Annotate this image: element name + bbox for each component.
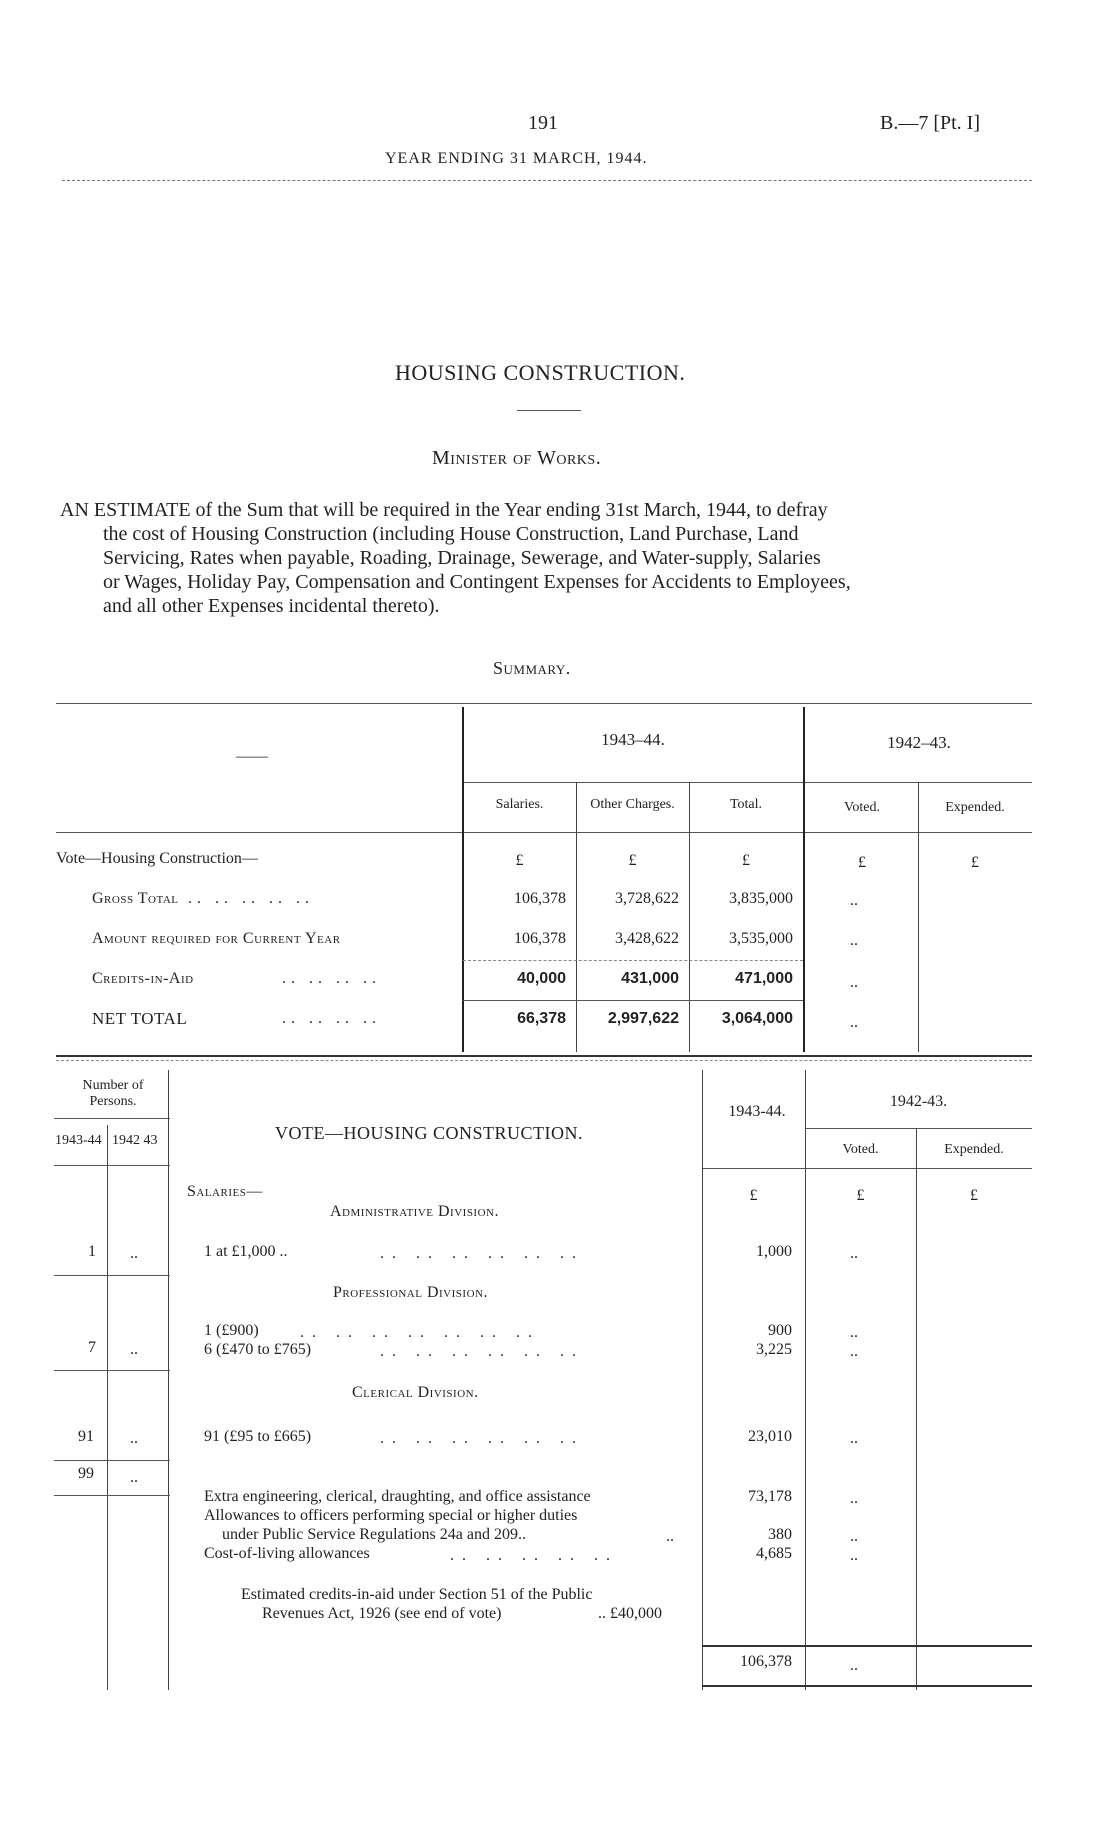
vote-item-leaders: .. .. .. .. .. .. bbox=[380, 1245, 584, 1262]
persons-heading-rule bbox=[54, 1118, 170, 1119]
summary-total-value: 3,535,000 bbox=[729, 930, 793, 947]
pound-sign: £ bbox=[858, 854, 866, 871]
clerical-division-heading: Clerical Division. bbox=[352, 1384, 479, 1401]
persons-row-rule bbox=[54, 1370, 170, 1371]
vote-amount-divider bbox=[916, 1128, 917, 1690]
vote-voted-dots: .. bbox=[850, 1245, 858, 1262]
summary-other-value: 2,997,622 bbox=[607, 1010, 679, 1027]
vote-voted-dots: .. bbox=[850, 1490, 858, 1507]
col-voted: Voted. bbox=[844, 800, 880, 815]
document-reference: B.—7 [Pt. I] bbox=[880, 112, 980, 134]
vote-item-desc: Extra engineering, clerical, draughting, and office assistance bbox=[204, 1488, 591, 1505]
pound-sign: £ bbox=[628, 852, 637, 869]
summary-salaries-value: 106,378 bbox=[514, 930, 566, 947]
summary-row-label: Credits-in-Aid bbox=[92, 970, 194, 987]
prof-division-heading: Professional Division. bbox=[333, 1284, 488, 1301]
summary-row-rule bbox=[463, 1000, 803, 1001]
summary-other-value: 3,728,622 bbox=[615, 890, 679, 907]
summary-voted-value: .. bbox=[850, 892, 858, 909]
vote-item-leaders: .. .. .. .. .. .. bbox=[380, 1430, 584, 1447]
persons-count: 7 bbox=[88, 1339, 96, 1356]
persons-col-prev: 1942 43 bbox=[112, 1133, 158, 1148]
persons-prev-dots: .. bbox=[130, 1469, 138, 1486]
vote-col-expended: Expended. bbox=[944, 1142, 1004, 1157]
vote-amount-divider bbox=[805, 1070, 806, 1690]
estimate-line-5: and all other Expenses incidental thereto). bbox=[103, 595, 440, 617]
persons-prev-dots: .. bbox=[130, 1430, 138, 1447]
persons-divider bbox=[107, 1125, 108, 1690]
summary-header-rule bbox=[56, 832, 1032, 833]
summary-year-current: 1943–44. bbox=[601, 730, 665, 749]
summary-divider bbox=[918, 782, 919, 1052]
persons-prev-dots: .. bbox=[130, 1245, 138, 1262]
vote-year-prev: 1942-43. bbox=[889, 1093, 948, 1110]
credits-note-line: Estimated credits-in-aid under Section 51 of the Public bbox=[241, 1586, 593, 1603]
vote-voted-dots: .. bbox=[850, 1547, 858, 1564]
summary-top-rule bbox=[56, 703, 1032, 704]
vote-item-desc: 1 (£900) bbox=[204, 1322, 259, 1339]
vote-voted-dots: .. bbox=[850, 1528, 858, 1545]
persons-count: 91 bbox=[78, 1428, 94, 1445]
persons-row-rule bbox=[54, 1460, 170, 1461]
vote-item-amount: 4,685 bbox=[756, 1545, 792, 1562]
credits-note-amount: .. £40,000 bbox=[598, 1605, 662, 1622]
vote-label: Vote—Housing Construction— bbox=[56, 850, 258, 867]
summary-total-value: 3,835,000 bbox=[729, 890, 793, 907]
salaries-label: Salaries— bbox=[187, 1183, 263, 1200]
minister-line: Minister of Works. bbox=[432, 447, 602, 469]
vote-total-bottom-rule bbox=[702, 1685, 1032, 1687]
vote-year-current: 1943-44. bbox=[728, 1103, 786, 1120]
summary-row-leaders: .. .. .. .. .. bbox=[188, 890, 314, 907]
vote-voted-dots: .. bbox=[850, 1343, 858, 1360]
credits-note-line: Revenues Act, 1926 (see end of vote) bbox=[262, 1605, 502, 1622]
persons-prev-dots: .. bbox=[130, 1341, 138, 1358]
vote-item-amount: 380 bbox=[768, 1526, 792, 1543]
vote-item-desc: 6 (£470 to £765) bbox=[204, 1341, 312, 1358]
section-title: HOUSING CONSTRUCTION. bbox=[395, 360, 686, 385]
col-salaries: Salaries. bbox=[495, 797, 544, 812]
header-rule bbox=[62, 180, 1032, 181]
summary-other-value: 3,428,622 bbox=[615, 930, 679, 947]
persons-total: 99 bbox=[78, 1465, 94, 1482]
summary-voted-value: .. bbox=[850, 1014, 858, 1031]
vote-voted-dots: .. bbox=[850, 1324, 858, 1341]
summary-voted-value: .. bbox=[850, 932, 858, 949]
vote-item-amount: 73,178 bbox=[748, 1488, 792, 1505]
title-rule bbox=[517, 410, 581, 411]
col-total: Total. bbox=[729, 797, 763, 812]
pound-sign: £ bbox=[970, 1187, 978, 1204]
estimate-line-1: AN ESTIMATE of the Sum that will be required in the Year ending 31st March, 1944, to defray bbox=[60, 499, 828, 521]
summary-total-value: 471,000 bbox=[735, 970, 793, 987]
persons-heading: Number of Persons. bbox=[82, 1078, 144, 1109]
persons-divider bbox=[168, 1070, 169, 1690]
estimate-line-4: or Wages, Holiday Pay, Compensation and Contingent Expenses for Accidents to Employees, bbox=[103, 571, 851, 593]
persons-col-current: 1943-44 bbox=[55, 1133, 102, 1148]
summary-row-leaders: .. .. .. .. bbox=[282, 1010, 381, 1027]
persons-row-rule bbox=[54, 1275, 170, 1276]
admin-division-heading: Administrative Division. bbox=[330, 1203, 499, 1220]
summary-bottom-rule bbox=[56, 1055, 1032, 1057]
pound-sign: £ bbox=[742, 852, 750, 869]
col-other-charges: Other Charges. bbox=[590, 797, 675, 812]
vote-item-desc: 1 at £1,000 .. bbox=[204, 1243, 288, 1260]
vote-total-rule bbox=[702, 1645, 1032, 1647]
summary-salaries-value: 40,000 bbox=[517, 970, 566, 987]
vote-item-leaders: .. .. .. .. .. .. bbox=[380, 1343, 584, 1360]
summary-voted-value: .. bbox=[850, 974, 858, 991]
vote-item-desc: 91 (£95 to £665) bbox=[204, 1428, 312, 1445]
vote-header-rule bbox=[54, 1165, 170, 1166]
page-number: 191 bbox=[528, 112, 558, 134]
vote-item-leaders: .. .. .. .. .. .. .. bbox=[300, 1324, 540, 1341]
summary-row-label: Amount required for Current Year bbox=[92, 930, 341, 947]
vote-total-amount: 106,378 bbox=[740, 1653, 792, 1670]
vote-year-rule bbox=[805, 1128, 1032, 1129]
persons-row-rule bbox=[54, 1495, 170, 1496]
summary-row-leaders: .. .. .. .. bbox=[282, 970, 381, 987]
summary-row-rule bbox=[463, 960, 803, 961]
summary-salaries-value: 106,378 bbox=[514, 890, 566, 907]
vote-item-leaders: .. bbox=[666, 1528, 674, 1545]
vote-voted-dots: .. bbox=[850, 1430, 858, 1447]
estimate-line-3: Servicing, Rates when payable, Roading, Drainage, Sewerage, and Water-supply, Salaries bbox=[103, 547, 821, 569]
vote-col-voted: Voted. bbox=[842, 1142, 879, 1157]
vote-item-amount: 23,010 bbox=[748, 1428, 792, 1445]
summary-bottom-rule bbox=[56, 1060, 1032, 1061]
vote-amount-divider bbox=[702, 1070, 703, 1690]
pound-sign: £ bbox=[856, 1187, 865, 1204]
vote-header-rule bbox=[702, 1168, 1032, 1169]
col-expended: Expended. bbox=[945, 800, 1005, 815]
vote-item-amount: 1,000 bbox=[756, 1243, 792, 1260]
summary-dash: —— bbox=[236, 748, 268, 765]
persons-count: 1 bbox=[88, 1243, 96, 1260]
vote-item-desc: Allowances to officers performing special or higher duties bbox=[204, 1507, 578, 1524]
vote-item-leaders: .. .. .. .. .. bbox=[450, 1547, 618, 1564]
vote-title: VOTE—HOUSING CONSTRUCTION. bbox=[275, 1123, 583, 1143]
summary-divider bbox=[803, 707, 805, 1052]
pound-sign: £ bbox=[515, 852, 524, 869]
vote-item-amount: 3,225 bbox=[756, 1341, 792, 1358]
summary-year-prev: 1942–43. bbox=[887, 733, 951, 752]
summary-total-value: 3,064,000 bbox=[721, 1010, 793, 1027]
vote-item-amount: 900 bbox=[768, 1322, 792, 1339]
pound-sign: £ bbox=[971, 854, 979, 871]
summary-row-label: Gross Total bbox=[92, 890, 179, 907]
summary-year-rule bbox=[463, 782, 1032, 783]
year-line: YEAR ENDING 31 MARCH, 1944. bbox=[385, 150, 648, 167]
vote-voted-dots: .. bbox=[850, 1657, 858, 1674]
summary-heading: Summary. bbox=[493, 658, 571, 678]
pound-sign: £ bbox=[749, 1187, 758, 1204]
estimate-line-2: the cost of Housing Construction (including House Construction, Land Purchase, Land bbox=[103, 523, 799, 545]
vote-item-desc: under Public Service Regulations 24a and 209.. bbox=[222, 1526, 526, 1543]
summary-salaries-value: 66,378 bbox=[517, 1010, 566, 1027]
vote-item-desc: Cost-of-living allowances bbox=[204, 1545, 370, 1562]
summary-other-value: 431,000 bbox=[621, 970, 679, 987]
summary-row-label: NET TOTAL bbox=[92, 1009, 188, 1028]
